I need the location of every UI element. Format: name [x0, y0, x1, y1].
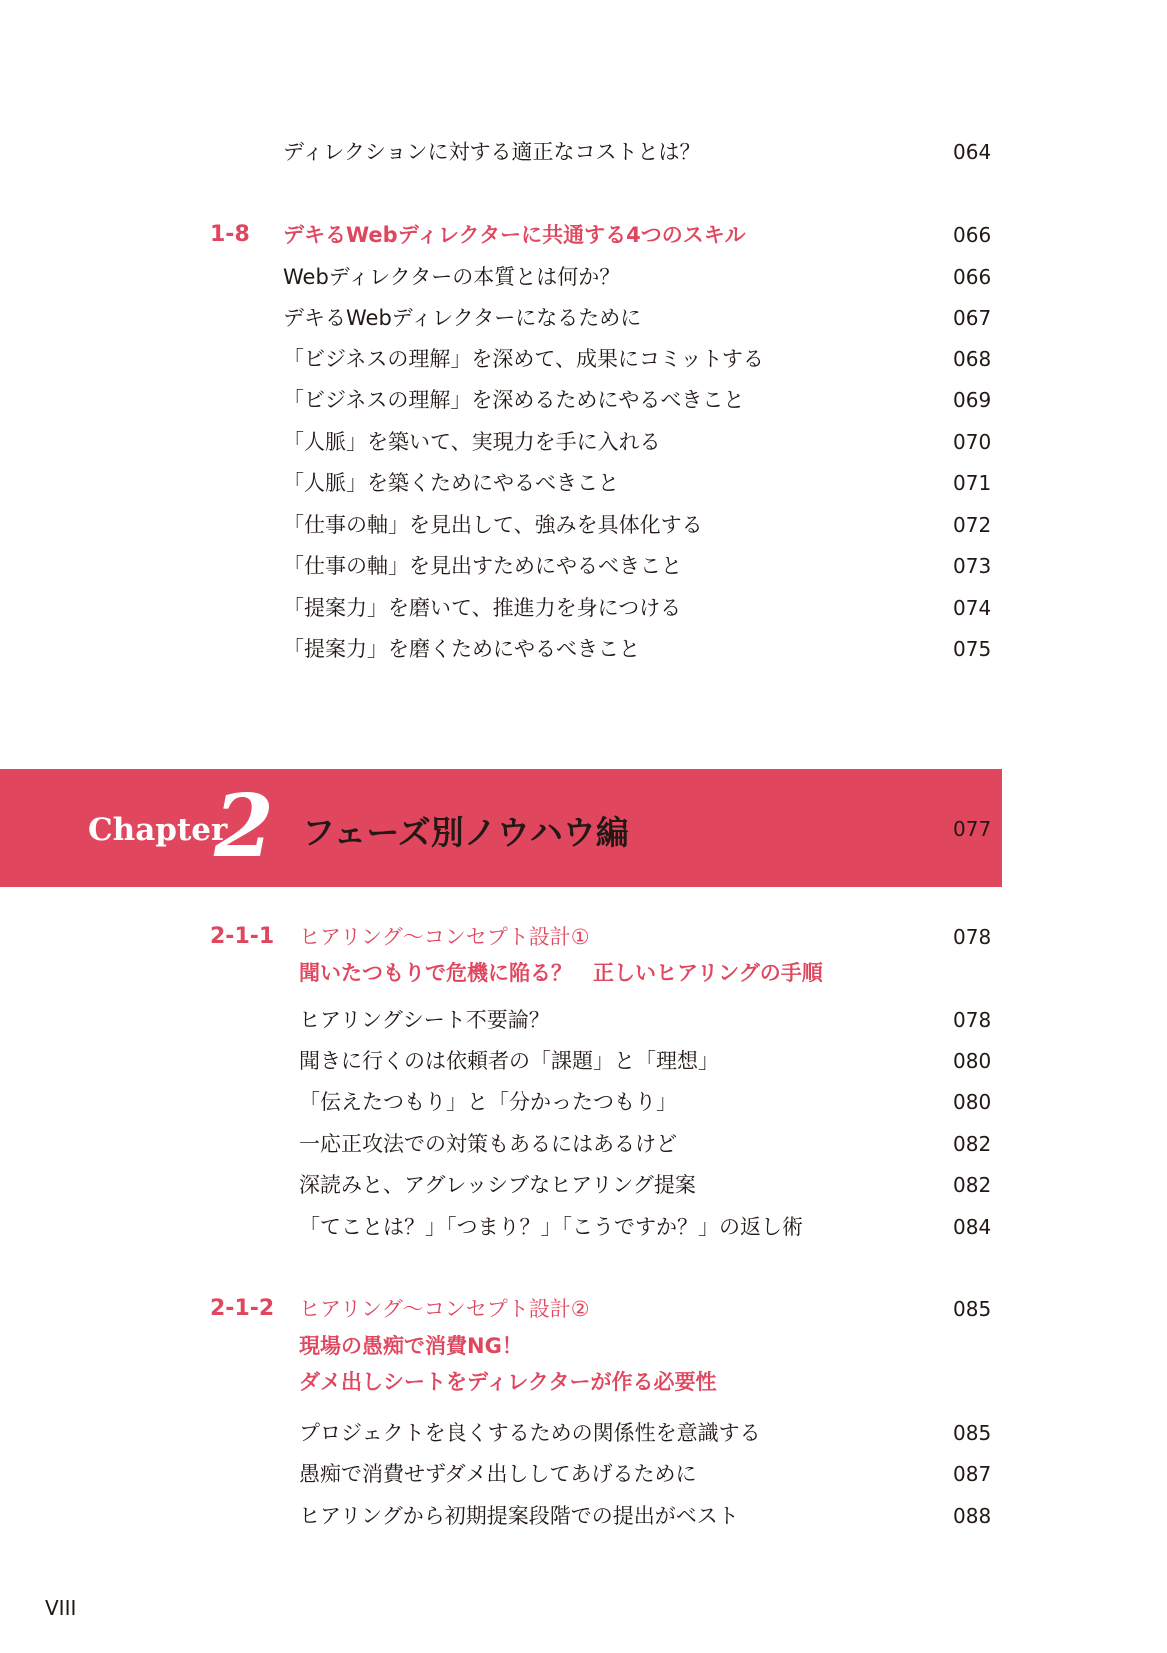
entry-page: 078: [953, 1008, 992, 1032]
chapter-label: Chapter: [88, 812, 228, 848]
section-page: 066: [953, 223, 992, 247]
entry-title: 「てことは？」「つまり？」「こうですか？」の返し術: [299, 1215, 803, 1239]
chapter-banner[interactable]: [0, 769, 1002, 887]
toc-entry[interactable]: [0, 259, 1167, 295]
entry-title: 「提案力」を磨くためにやるべきこと: [283, 637, 640, 661]
entry-page: 066: [953, 265, 992, 289]
toc-entry[interactable]: [0, 382, 1167, 418]
section-title-line1: 現場の愚痴で消費NG！: [299, 1334, 523, 1358]
section-number: 1-8: [210, 222, 250, 247]
entry-page: 074: [953, 596, 992, 620]
toc-entry[interactable]: [0, 1043, 1167, 1079]
section-title: デキるWebディレクターに共通する4つのスキル: [283, 223, 746, 247]
toc-entry[interactable]: [0, 1415, 1167, 1451]
entry-page: 068: [953, 347, 992, 371]
section-heading[interactable]: [0, 217, 1167, 253]
section-subtitle: ヒアリング〜コンセプト設計②: [299, 1297, 590, 1321]
entry-title: 「提案力」を磨いて、推進力を身につける: [283, 596, 682, 620]
toc-entry[interactable]: [0, 465, 1167, 501]
entry-page: 064: [953, 140, 992, 164]
entry-title: 「仕事の軸」を見出すためにやるべきこと: [283, 554, 682, 578]
section-title: 聞いたつもりで危機に陥る？ 正しいヒアリングの手順: [299, 961, 823, 985]
toc-entry[interactable]: [0, 1498, 1167, 1534]
entry-title: ヒアリングから初期提案段階での提出がベスト: [299, 1504, 739, 1528]
chapter-number: 2: [214, 776, 274, 877]
section-heading[interactable]: [0, 919, 1167, 955]
toc-entry[interactable]: [0, 1209, 1167, 1245]
entry-page: 073: [953, 554, 992, 578]
toc-entry[interactable]: [0, 507, 1167, 543]
entry-title: ヒアリングシート不要論？: [299, 1008, 550, 1032]
entry-title: デキるWebディレクターになるために: [283, 306, 642, 330]
section-heading[interactable]: [0, 1291, 1167, 1327]
toc-entry[interactable]: [0, 590, 1167, 626]
toc-entry[interactable]: [0, 1126, 1167, 1162]
section-page: 085: [953, 1297, 992, 1321]
entry-title: 一応正攻法での対策もあるにはあるけど: [299, 1132, 677, 1156]
entry-page: 088: [953, 1504, 992, 1528]
entry-page: 082: [953, 1132, 992, 1156]
entry-page: 070: [953, 430, 992, 454]
section-title-row: [0, 955, 1167, 991]
chapter-title: フェーズ別ノウハウ編: [302, 813, 629, 852]
toc-entry[interactable]: [0, 548, 1167, 584]
toc-entry[interactable]: [0, 1002, 1167, 1038]
section-title-row: [0, 1364, 1167, 1400]
entry-title: プロジェクトを良くするための関係性を意識する: [299, 1421, 761, 1445]
toc-entry[interactable]: [0, 300, 1167, 336]
section-title-row: [0, 1328, 1167, 1364]
entry-page: 082: [953, 1173, 992, 1197]
entry-title: 「伝えたつもり」と「分かったつもり」: [299, 1090, 677, 1114]
entry-page: 069: [953, 388, 992, 412]
entry-title: 聞きに行くのは依頼者の「課題」と「理想」: [299, 1049, 719, 1073]
section-page: 078: [953, 925, 992, 949]
entry-title: 「人脈」を築くためにやるべきこと: [283, 471, 619, 495]
toc-entry[interactable]: [0, 1084, 1167, 1120]
entry-title: Webディレクターの本質とは何か？: [283, 265, 621, 289]
entry-title: 愚痴で消費せずダメ出ししてあげるために: [299, 1462, 697, 1486]
page-folio: VIII: [45, 1596, 77, 1620]
entry-page: 071: [953, 471, 992, 495]
entry-page: 085: [953, 1421, 992, 1445]
section-number: 2-1-2: [210, 1296, 275, 1321]
section-number: 2-1-1: [210, 924, 275, 949]
entry-page: 080: [953, 1049, 992, 1073]
toc-entry[interactable]: [0, 1456, 1167, 1492]
chapter-page: 077: [953, 817, 992, 841]
entry-page: 072: [953, 513, 992, 537]
toc-entry[interactable]: [0, 341, 1167, 377]
entry-title: 「仕事の軸」を見出して、強みを具体化する: [283, 513, 703, 537]
entry-page: 075: [953, 637, 992, 661]
entry-title: 「ビジネスの理解」を深めて、成果にコミットする: [283, 347, 764, 371]
entry-page: 080: [953, 1090, 992, 1114]
entry-title: 「人脈」を築いて、実現力を手に入れる: [283, 430, 661, 454]
toc-entry[interactable]: [0, 631, 1167, 667]
entry-title: 深読みと、アグレッシブなヒアリング提案: [299, 1173, 696, 1197]
toc-entry[interactable]: [0, 1167, 1167, 1203]
entry-page: 087: [953, 1462, 992, 1486]
section-subtitle: ヒアリング〜コンセプト設計①: [299, 925, 590, 949]
toc-entry[interactable]: [0, 424, 1167, 460]
toc-entry[interactable]: [0, 134, 1167, 170]
entry-page: 084: [953, 1215, 992, 1239]
section-title-line2: ダメ出しシートをディレクターが作る必要性: [299, 1370, 717, 1394]
entry-title: ディレクションに対する適正なコストとは？: [283, 140, 701, 164]
entry-page: 067: [953, 306, 992, 330]
entry-title: 「ビジネスの理解」を深めるためにやるべきこと: [283, 388, 745, 412]
